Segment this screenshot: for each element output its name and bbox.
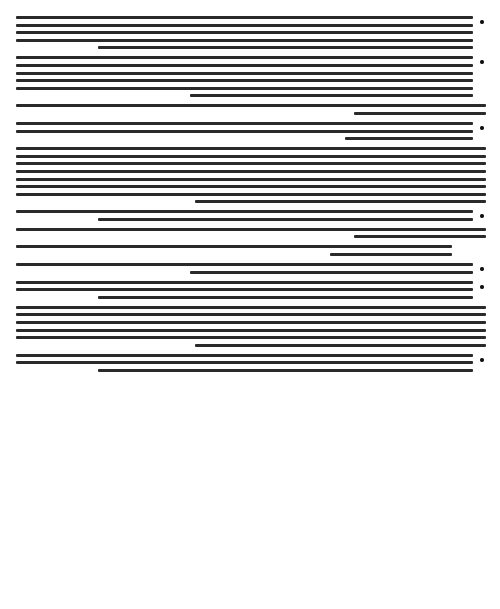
bullet-paragraph bbox=[16, 281, 486, 299]
text-line-placeholder bbox=[16, 16, 473, 19]
text-line-placeholder bbox=[98, 369, 473, 372]
text-line-placeholder bbox=[195, 200, 486, 203]
text-line-placeholder bbox=[354, 235, 486, 238]
text-line-placeholder bbox=[98, 296, 473, 299]
text-line-placeholder bbox=[16, 354, 473, 357]
bullet-paragraph bbox=[16, 263, 486, 274]
text-line-placeholder bbox=[16, 306, 486, 309]
text-line-placeholder bbox=[16, 56, 473, 59]
text-line-placeholder bbox=[16, 24, 473, 27]
text-line-placeholder bbox=[16, 155, 486, 158]
text-line-placeholder bbox=[330, 253, 452, 256]
text-line-placeholder bbox=[190, 271, 473, 274]
text-line-placeholder bbox=[16, 39, 473, 42]
text-line-placeholder bbox=[98, 46, 473, 49]
text-line-placeholder bbox=[16, 281, 473, 284]
text-line-placeholder bbox=[16, 361, 473, 364]
quoted-line bbox=[16, 245, 486, 256]
bullet-paragraph bbox=[16, 56, 486, 97]
text-line-placeholder bbox=[16, 185, 486, 188]
text-line-placeholder bbox=[16, 170, 486, 173]
text-line-placeholder bbox=[16, 336, 486, 339]
bullet-paragraph bbox=[16, 122, 486, 140]
text-line-placeholder bbox=[16, 263, 473, 266]
text-line-placeholder bbox=[16, 162, 486, 165]
bullet-paragraph bbox=[16, 354, 486, 372]
text-line-placeholder bbox=[16, 64, 473, 67]
body-paragraph bbox=[16, 228, 486, 239]
text-line-placeholder bbox=[16, 228, 486, 231]
text-line-placeholder bbox=[16, 210, 473, 213]
text-line-placeholder bbox=[16, 72, 473, 75]
text-line-placeholder bbox=[16, 178, 486, 181]
text-line-placeholder bbox=[354, 112, 486, 115]
text-line-placeholder bbox=[16, 321, 486, 324]
text-line-placeholder bbox=[16, 288, 473, 291]
text-line-placeholder bbox=[345, 137, 473, 140]
text-line-placeholder bbox=[16, 104, 486, 107]
text-line-placeholder bbox=[16, 87, 473, 90]
text-line-placeholder bbox=[16, 130, 473, 133]
text-line-placeholder bbox=[16, 147, 486, 150]
text-line-placeholder bbox=[16, 313, 486, 316]
text-line-placeholder bbox=[16, 193, 486, 196]
text-line-placeholder bbox=[16, 31, 473, 34]
body-paragraph bbox=[16, 104, 486, 115]
text-line-placeholder bbox=[16, 122, 473, 125]
bullet-paragraph bbox=[16, 16, 486, 49]
bullet-paragraph bbox=[16, 210, 486, 221]
text-line-placeholder bbox=[195, 344, 486, 347]
text-line-placeholder bbox=[98, 218, 473, 221]
text-line-placeholder bbox=[16, 79, 473, 82]
text-line-placeholder bbox=[190, 94, 473, 97]
body-paragraph bbox=[16, 306, 486, 347]
text-line-placeholder bbox=[16, 245, 452, 248]
text-line-placeholder bbox=[16, 329, 486, 332]
body-paragraph bbox=[16, 147, 486, 203]
